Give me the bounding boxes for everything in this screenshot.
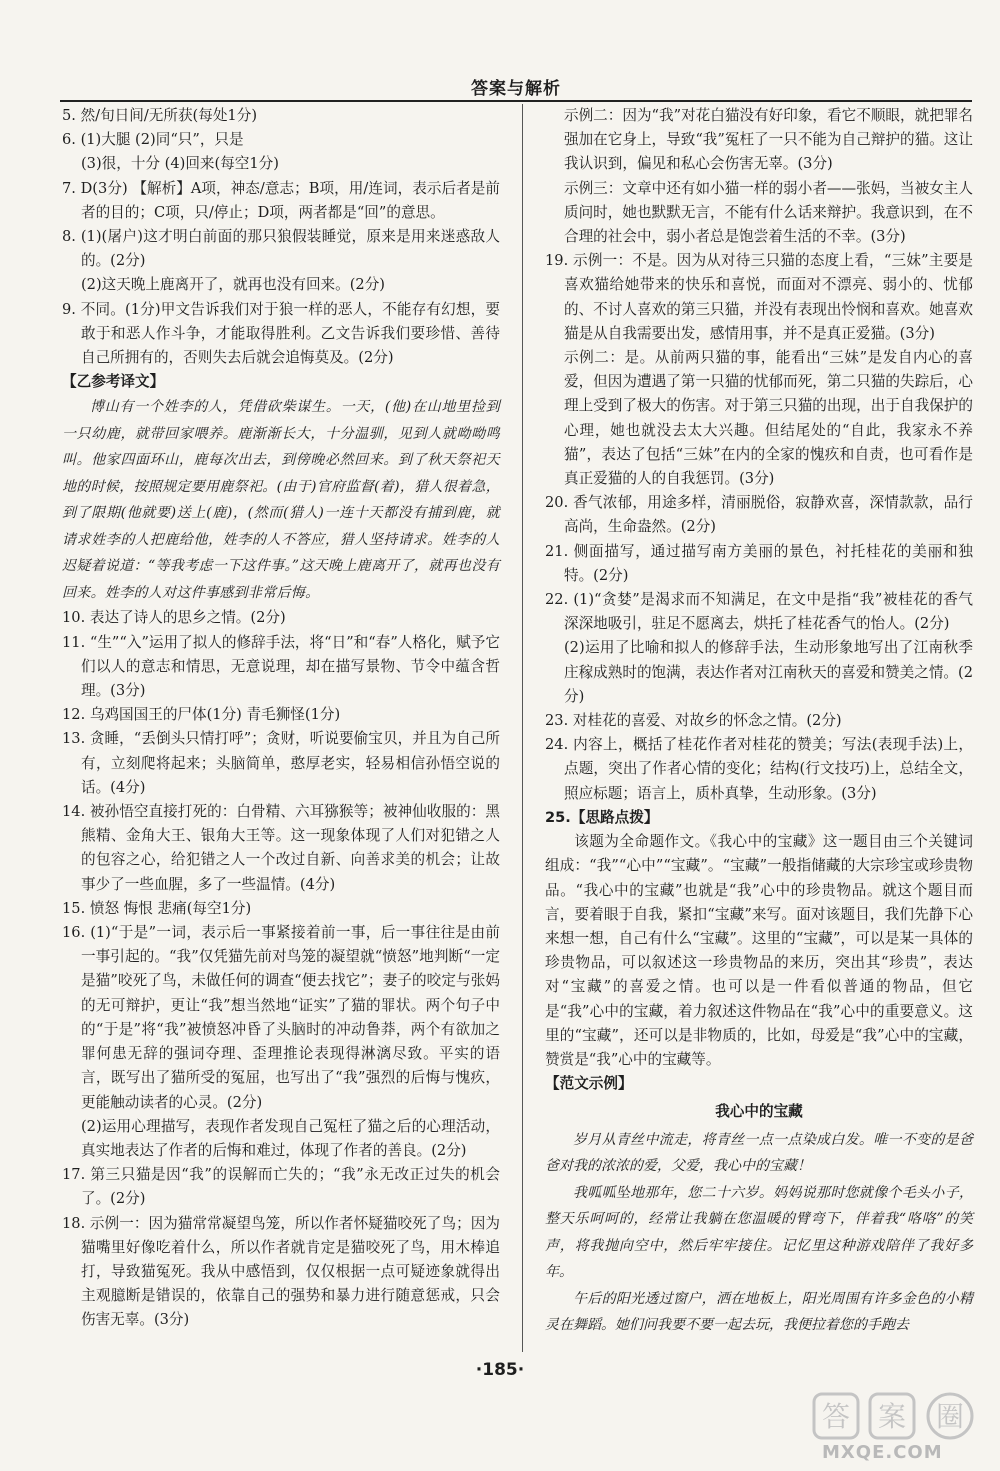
answer-20: 20. 香气浓郁，用途多样，清丽脱俗，寂静欢喜，深情款款，品行高尚，生命盎然。(2分) [545, 494, 973, 536]
watermark-logo-icon [812, 1390, 992, 1442]
answer-7: 7. D(3分) 【解析】A项，神态/意志；B项，用/连词，表示后者是前者的目的；C项，只/停止；D项，两者都是“回”的意思。 [62, 179, 500, 221]
page-header [60, 70, 972, 102]
page-number: ·185· [475, 1360, 525, 1380]
right-column [545, 104, 973, 1339]
answer-5: 5. 然/旬日间/无所获(每处1分) [62, 107, 258, 124]
watermark-logo-char-3: 圈 [935, 1400, 965, 1433]
essay-paragraph-1: 岁月从青丝中流走，将青丝一点一点染成白发。唯一不变的是爸爸对我的浓浓的爱，父爱，我心中的宝藏！ [545, 1131, 973, 1175]
header-title: 答案与解析 [471, 79, 561, 99]
answer-6-part-2: (3)很，十分 (4)回来(每空1分) [80, 155, 279, 173]
answer-21: 21. 侧面描写，通过描写南方美丽的景色，衬托桂花的美丽和独特。(2分) [545, 542, 973, 584]
answer-12: 12. 乌鸡国国王的尸体(1分) 青毛狮怪(1分) [62, 706, 341, 724]
answer-9: 9. 不同。(1分)甲文告诉我们对于狼一样的恶人，不能存有幻想，要敢于和恶人作斗争，才能取得胜利。乙文告诉我们要珍惜、善待自己所拥有的，否则失去后就会追悔莫及。(2分) [62, 300, 500, 367]
answer-8-part-1: 8. (1)(屠户)这才明白前面的那只狼假装睡觉，原来是用来迷惑敌人的。(2分) [62, 228, 500, 270]
answer-11: 11. “生”“入”运用了拟人的修辞手法，将“日”和“春”人格化，赋予它们以人的意志和情思，无意说理，却在描写景物、节令中蕴含哲理。(3分) [62, 633, 500, 700]
column-divider [522, 104, 523, 1352]
answer-8-part-2: (2)这天晚上鹿离开了，就再也没有回来。(2分) [80, 276, 386, 294]
watermark [812, 1390, 992, 1466]
translation-text: 博山有一个姓李的人，凭借砍柴谋生。一天，(他)在山地里捡到一只幼鹿，就带回家喂养。鹿渐渐长大，十分温驯，见到人就呦呦鸣叫。他家四面环山，鹿每次出去，到傍晚必然回来。到了秋天祭祀天地的时候，按照规定要用鹿祭祀。(由于)官府监督(着)，猎人很着急，到了限期(他就要)送上(鹿)，(然而(猎人)一连十天都没有捕到鹿，就请求姓李的人把鹿给他，姓李的人不答应，猎人坚持请求。姓李的人迟疑着说道：“等我考虑一下这件事。”这天晚上鹿离开了，就再也没有回来。姓李的人对这件事感到非常后悔。 [62, 399, 500, 601]
answer-24: 24. 内容上，概括了桂花作者对桂花的赞美；写法(表现手法)上，点题，突出了作者心情的变化；结构(行文技巧)上，总结全文，照应标题；语言上，质朴真挚，生动形象。(3分) [545, 736, 973, 802]
answer-16-part-2: (2)运用心理描写，表现作者发现自己冤枉了猫之后的心理活动，真实地表达了作者的后悔和难过，体现了作者的善良。(2分) [80, 1117, 500, 1159]
essay-title: 我心中的宝藏 [715, 1103, 803, 1121]
answer-16-part-1: 16. (1)“于是”一词，表示后一事紧接着前一事，后一事往往是由前一事引起的。“我”仅凭猫先前对鸟笼的凝望就“愤怒”地判断“一定是猫”咬死了鸟，未做任何的调查“便去找它”；妻子的咬定与张妈的无可辩护，更让“我”想当然地“证实”了猫的罪状。两个句子中的“于是”将“我”被愤怒冲昏了头脑时的冲动鲁莽，两个有欲加之罪何患无辞的强词夺理、歪理推论表现得淋漓尽致。平实的语言，既写出了猫所受的冤屈，也写出了“我”强烈的后悔与愧疚，更能触动读者的心灵。(2分) [62, 924, 500, 1111]
answer-18-example-3: 示例三：文章中还有如小猫一样的弱小者——张妈，当被女主人质问时，她也默默无言，不能有什么话来辩护。我意识到，在不合理的社会中，弱小者总是饱尝着生活的不幸。(3分) [563, 179, 973, 246]
answer-18-example-2: 示例二：因为“我”对花白猫没有好印象，看它不顺眼，就把罪名强加在它身上，导致“我”冤枉了一只不能为自己辩护的猫。这让我认识到，偏见和私心会伤害无辜。(3分) [563, 107, 973, 173]
watermark-logo-char-1: 答 [821, 1400, 851, 1433]
answer-14: 14. 被孙悟空直接打死的：白骨精、六耳猕猴等；被神仙收服的：黑熊精、金角大王、银角大王等。这一现象体现了人们对犯错之人的包容之心，给犯错之人一个改过自新、向善求美的机会；让故事少了一些血腥，多了一些温情。(4分) [62, 803, 500, 893]
answer-23: 23. 对桂花的喜爱、对故乡的怀念之情。(2分) [545, 712, 842, 730]
answer-10: 10. 表达了诗人的思乡之情。(2分) [62, 609, 286, 627]
answer-15: 15. 愤怒 悔恨 悲痛(每空1分) [62, 899, 252, 917]
answer-25-heading: 25.【思路点拨】 [545, 808, 659, 826]
answer-19-example-2: 示例二：是。从前两只猫的事，能看出“三妹”是发自内心的喜爱，但因为遭遇了第一只猫的忧郁而死，第二只猫的失踪后，心理上受到了极大的伤害。对于第三只猫的出现，出于自我保护的心理，她也就没去太大兴趣。但结尾处的“自此，我家永不养猫”，表达了包括“三妹”在内的全家的愧疚和自责，也可看作是真正爱猫的人的自我惩罚。(3分) [563, 349, 973, 488]
left-column [62, 104, 500, 1333]
watermark-logo-char-2: 案 [877, 1400, 907, 1433]
answer-19-example-1: 19. 示例一：不是。因为从对待三只猫的态度上看，“三妹”主要是喜欢猫给她带来的快乐和喜悦，而面对不漂亮、弱小的、忧郁的、不讨人喜欢的第三只猫，并没有表现出怜悯和喜欢。她喜欢猫是从自我需要出发，感情用事，并不是真正爱猫。(3分) [545, 252, 973, 342]
essay-paragraph-2: 我呱呱坠地那年，您二十六岁。妈妈说那时您就像个毛头小子，整天乐呵呵的，经常让我躺在您温暖的臂弯下，伴着我“咯咯”的笑声，将我抛向空中，然后牢牢接住。记忆里这种游戏陪伴了我好多年。 [545, 1184, 973, 1281]
essay-paragraph-3: 午后的阳光透过窗户，洒在地板上，阳光周围有许多金色的小精灵在舞蹈。她们问我要不要一起去玩，我便拉着您的手跑去 [545, 1290, 973, 1334]
answer-13: 13. 贪睡，“丢倒头只情打呼”；贪财，听说要偷宝贝，并且为自己所有，立刻爬将起来；头脑简单，憨厚老实，轻易相信孙悟空说的话。(4分) [62, 730, 500, 796]
answer-18-example-1: 18. 示例一：因为猫常常凝望鸟笼，所以作者怀疑猫咬死了鸟；因为猫嘴里好像吃着什么，所以作者就肯定是猫咬死了鸟，用木棒追打，导致猫冤死。我从中感悟到，仅仅根据一点可疑迹象就得出主观臆断是错误的，依靠自己的强势和暴力进行随意惩戒，只会伤害无辜。(3分) [62, 1214, 500, 1329]
translation-heading: 【乙参考译文】 [62, 373, 165, 391]
answer-25-guidance: 该题为全命题作文。《我心中的宝藏》这一题目由三个关键词组成：“我”“心中”“宝藏”。“宝藏”一般指储藏的大宗珍宝或珍贵物品。“我心中的宝藏”也就是“我”心中的珍贵物品。就这个题目而言，要着眼于自我，紧扣“宝藏”来写。面对该题目，我们先静下心来想一想，自己有什么“宝藏”。这里的“宝藏”，可以是某一具体的珍贵物品，可以叙述这一珍贵物品的来历，突出其“珍贵”，表达对“宝藏”的喜爱之情。也可以是一件看似普通的物品，但它是“我”心中的宝藏，着力叙述这件物品在“我”心中的重要意义。这里的“宝藏”，还可以是非物质的，比如，母爱是“我”心中的宝藏，赞赏是“我”心中的宝藏等。 [545, 833, 973, 1068]
sample-essay-heading: 【范文示例】 [545, 1075, 633, 1093]
answer-6-part-1: 6. (1)大腿 (2)同“只”，只是 [62, 131, 244, 149]
answer-17: 17. 第三只猫是因“我”的误解而亡失的；“我”永无改正过失的机会了。(2分) [62, 1166, 500, 1208]
answer-22-part-1: 22. (1)“贪婪”是渴求而不知满足，在文中是指“我”被桂花的香气深深地吸引，驻足不愿离去，烘托了桂花香气的怡人。(2分) [545, 591, 973, 633]
watermark-url: MXQE.COM [822, 1442, 943, 1463]
answer-22-part-2: (2)运用了比喻和拟人的修辞手法，生动形象地写出了江南秋季庄稼成熟时的饱满，表达作者对江南秋天的喜爱和赞美之情。(2分) [563, 639, 973, 705]
